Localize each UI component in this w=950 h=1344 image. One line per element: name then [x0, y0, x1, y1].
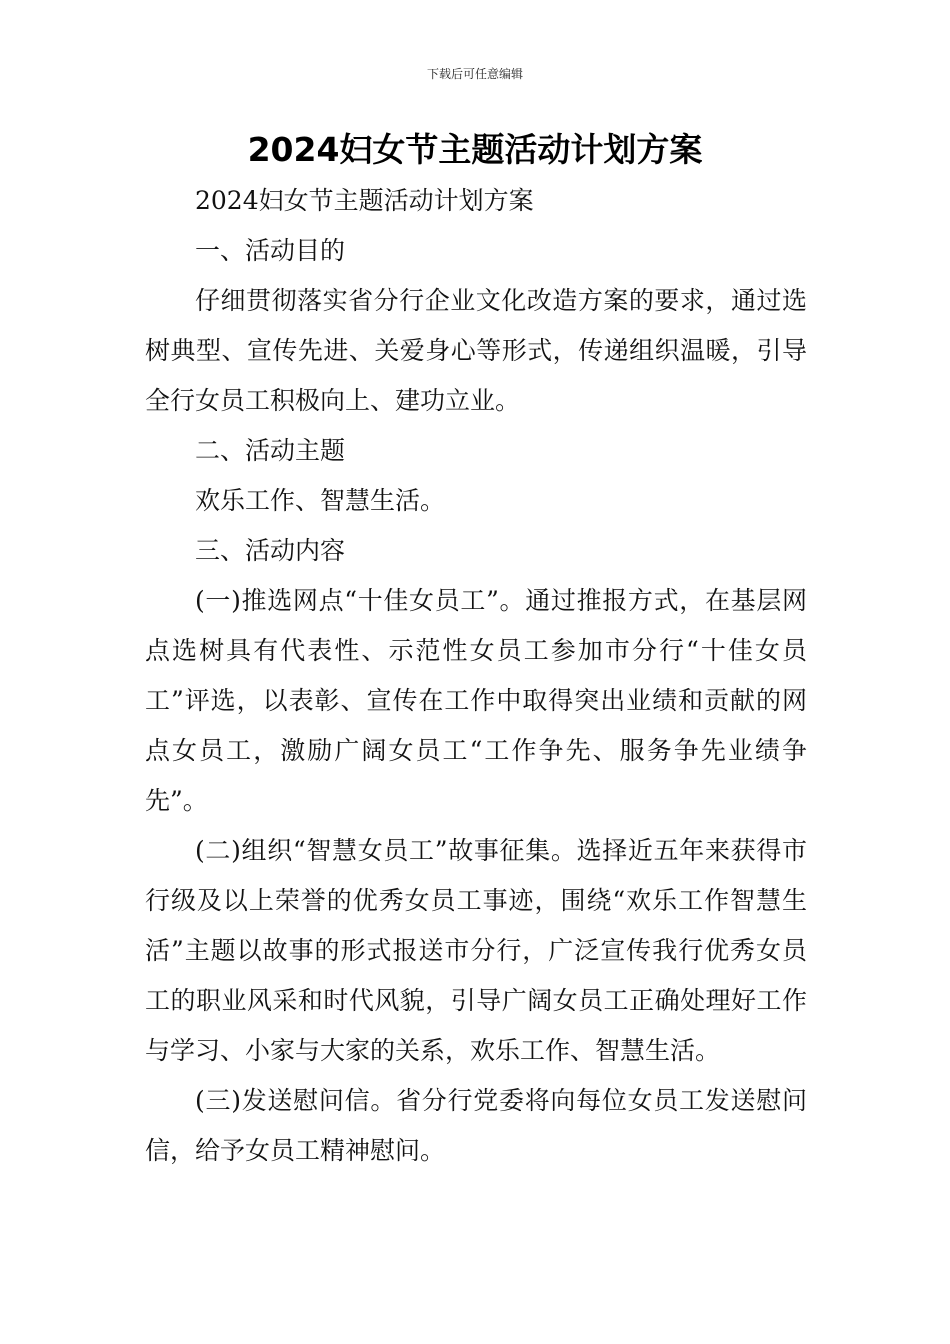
- paragraph-content-item-1: (一)推选网点“十佳女员工”。通过推报方式，在基层网点选树具有代表性、示范性女员工参加市分行“十佳女员工”评选，以表彰、宣传在工作中取得突出业绩和贡献的网点女员工，激励广阔女员工“工作争先、服务争先业绩争先”。: [145, 586, 807, 815]
- document-body: [145, 176, 807, 1176]
- heading-activity-content: 三、活动内容: [195, 536, 346, 565]
- paragraph-activity-purpose: 仔细贯彻落实省分行企业文化改造方案的要求，通过选树典型、宣传先进、关爱身心等形式，传递组织温暖，引导全行女员工积极向上、建功立业。: [145, 286, 807, 415]
- paragraph-content-item-3: (三)发送慰问信。省分行党委将向每位女员工发送慰问信，给予女员工精神慰问。: [145, 1086, 807, 1165]
- paragraph-activity-theme: 欢乐工作、智慧生活。: [195, 486, 446, 515]
- paragraph-subtitle: 2024妇女节主题活动计划方案: [195, 186, 534, 215]
- paragraph-content-item-2: (二)组织“智慧女员工”故事征集。选择近五年来获得市行级及以上荣誉的优秀女员工事迹，围绕“欢乐工作智慧生活”主题以故事的形式报送市分行，广泛宣传我行优秀女员工的职业风采和时代风貌，引导广阔女员工正确处理好工作与学习、小家与大家的关系，欢乐工作、智慧生活。: [145, 836, 807, 1065]
- heading-activity-theme: 二、活动主题: [195, 436, 346, 465]
- page-header-note: 下载后可任意编辑: [426, 67, 523, 81]
- heading-activity-purpose: 一、活动目的: [195, 236, 346, 265]
- document-title: 2024妇女节主题活动计划方案: [247, 130, 703, 169]
